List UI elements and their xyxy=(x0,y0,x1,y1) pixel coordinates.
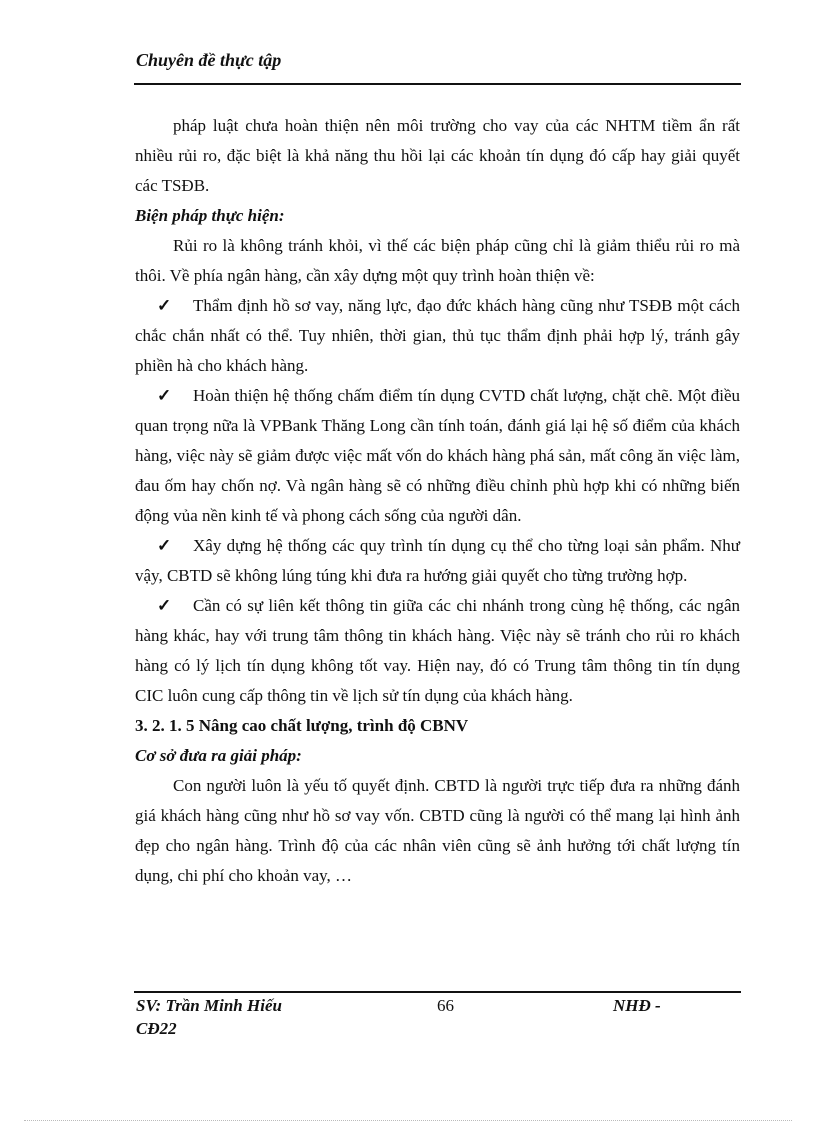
subheading-basis: Cơ sở đưa ra giải pháp: xyxy=(135,746,302,765)
footer-author xyxy=(136,994,282,1040)
subheading-measures: Biện pháp thực hiện: xyxy=(135,206,285,225)
checkmark-icon: ✓ xyxy=(157,596,172,615)
bullet-item xyxy=(135,531,740,591)
bullet-item xyxy=(135,291,740,381)
paragraph: Con người luôn là yếu tố quyết định. CBTD là người trực tiếp đưa ra những đánh giá khách hàng cũng như hồ sơ vay vốn. CBTD cũng là người có thể mang lại hình ảnh đẹp cho ngân hàng. Trình độ của các nhân viên cũng sẽ ảnh hưởng tới chất lượng tín dụng, chi phí cho khoản vay, … xyxy=(135,776,740,885)
checkmark-icon: ✓ xyxy=(157,296,172,315)
header-title: Chuyên đề thực tập xyxy=(136,50,282,70)
section-heading: 3. 2. 1. 5 Nâng cao chất lượng, trình độ CBNV xyxy=(135,716,469,735)
checkmark-icon: ✓ xyxy=(157,386,172,405)
checkmark-icon: ✓ xyxy=(157,536,172,555)
footer-author-name: SV: Trần Minh Hiếu xyxy=(136,996,282,1015)
footer-author-class: CĐ22 xyxy=(136,1019,177,1038)
page-number: 66 xyxy=(437,996,454,1015)
bullet-item xyxy=(135,591,740,711)
paragraph: pháp luật chưa hoàn thiện nên môi trường cho vay của các NHTM tiềm ẩn rất nhiều rủi ro, đặc biệt là khả năng thu hồi lại các khoản tín dụng đó cấp hay giải quyết các TSĐB. xyxy=(135,116,740,195)
bullet-text: Thẩm định hồ sơ vay, năng lực, đạo đức khách hàng cũng như TSĐB một cách chắc chắn nhất có thể. Tuy nhiên, thời gian, thủ tục thẩm định phải hợp lý, tránh gây phiền hà cho khách hàng. xyxy=(135,296,740,375)
bullet-text: Cần có sự liên kết thông tin giữa các chi nhánh trong cùng hệ thống, các ngân hàng khác, hay với trung tâm thông tin khách hàng. Việc này sẽ tránh cho rủi ro khách hàng có lý lịch tín dụng không tốt vay. Hiện nay, đó có Trung tâm thông tin tín dụng CIC luôn cung cấp thông tin về lịch sử tín dụng của khách hàng. xyxy=(135,596,740,705)
document-body xyxy=(135,111,740,891)
bullet-text: Xây dựng hệ thống các quy trình tín dụng cụ thể cho từng loại sản phẩm. Như vậy, CBTD sẽ không lúng túng khi đưa ra hướng giải quyết cho từng trường hợp. xyxy=(135,536,740,585)
footer-rule xyxy=(134,991,741,993)
paragraph: Rủi ro là không tránh khỏi, vì thế các biện pháp cũng chỉ là giảm thiểu rủi ro mà thôi. Về phía ngân hàng, cần xây dựng một quy trình hoàn thiện về: xyxy=(135,236,740,285)
header-rule xyxy=(134,83,741,85)
page-edge-divider xyxy=(24,1120,792,1121)
bullet-item xyxy=(135,381,740,531)
bullet-text: Hoàn thiện hệ thống chấm điểm tín dụng CVTD chất lượng, chặt chẽ. Một điều quan trọng nữa là VPBank Thăng Long cần tính toán, đánh giá lại hệ số điểm của khách hàng, việc này sẽ giảm được việc mất vốn do khách hàng phá sản, mất công ăn việc làm, đau ốm hay chốn nợ. Và ngân hàng sẽ có những điều chỉnh phù hợp khi có những biến động vủa nền kinh tế và phong cách sống của người dân. xyxy=(135,386,740,525)
footer-dept: NHĐ - xyxy=(613,996,661,1015)
